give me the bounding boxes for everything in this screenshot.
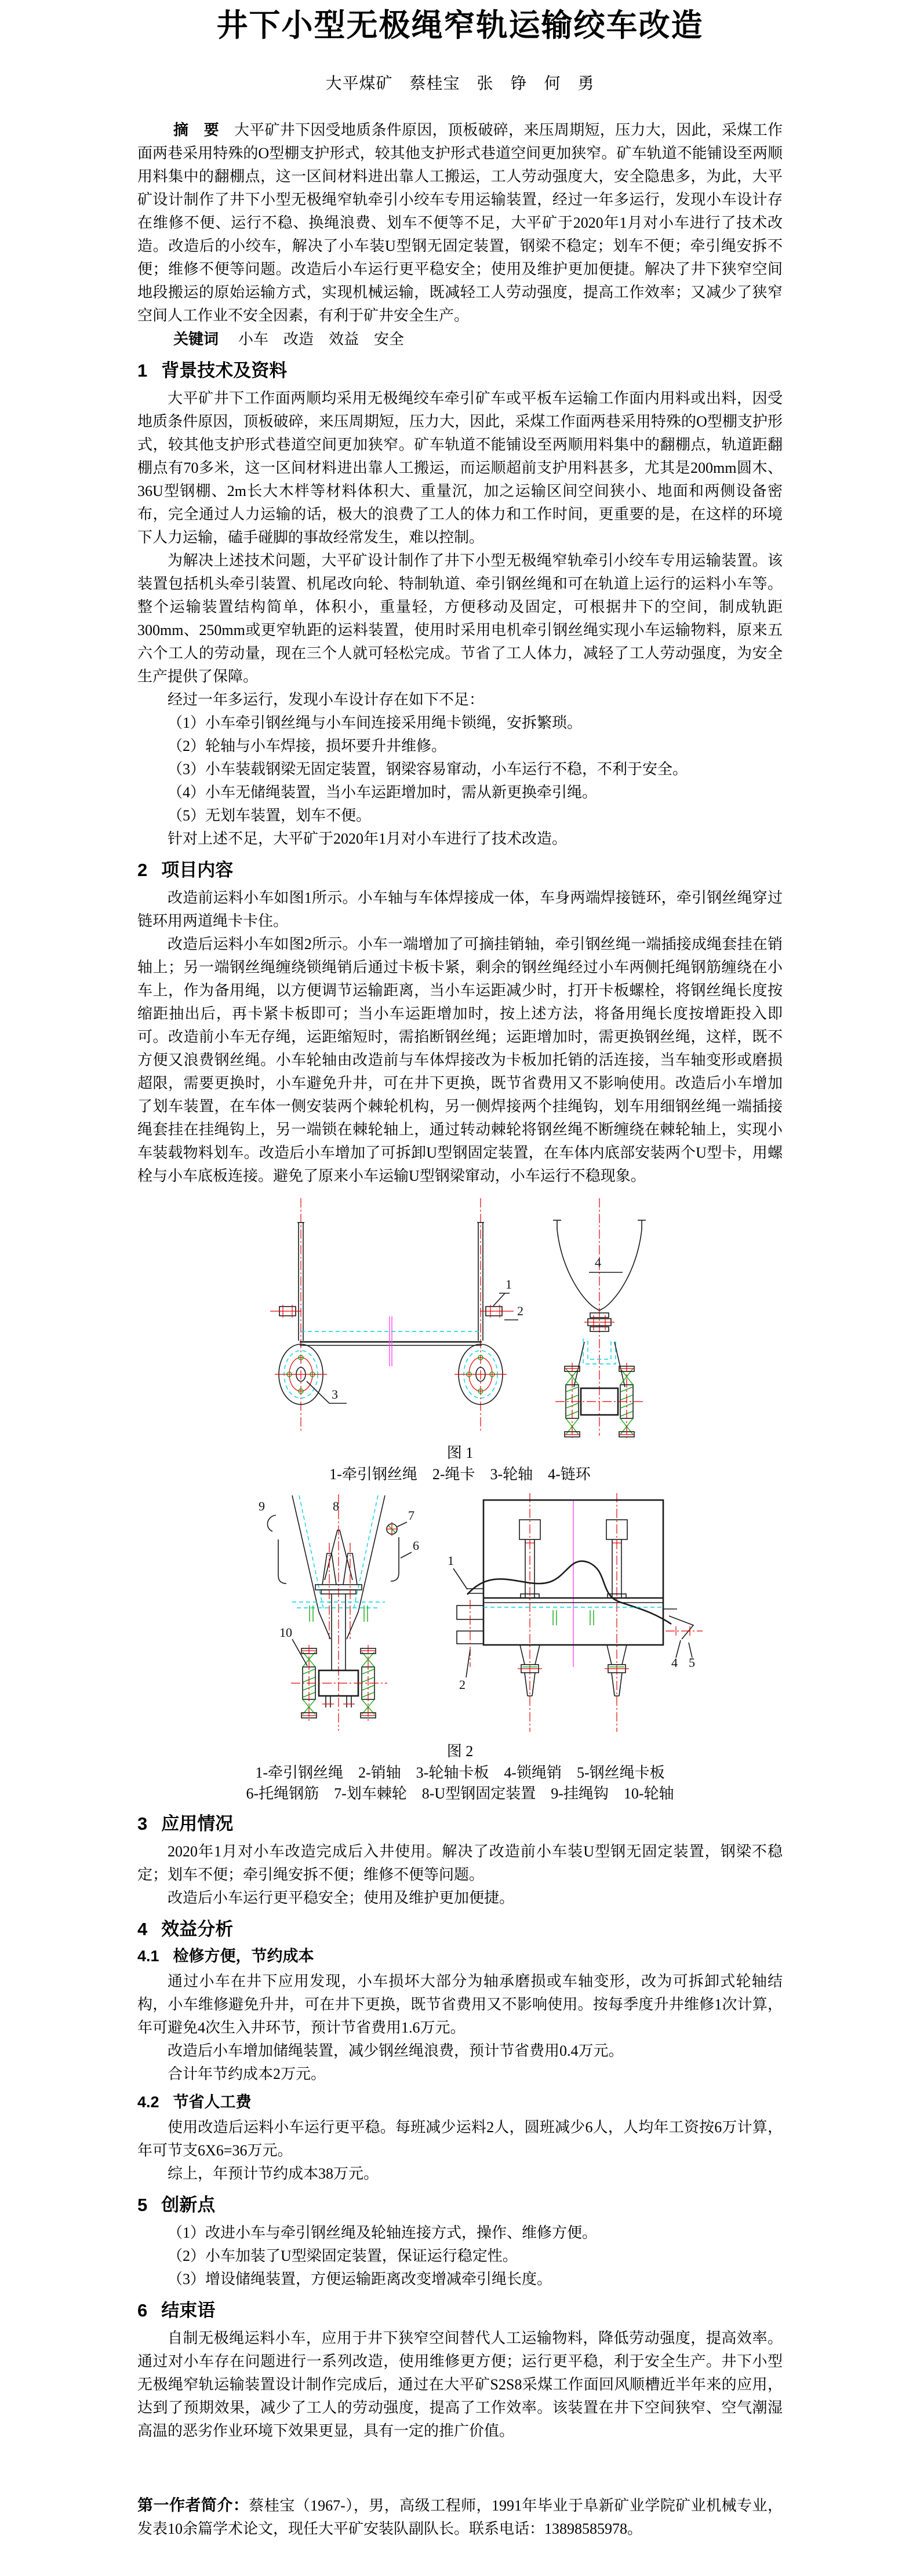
- section-1-list-item-1: （1）小车牵引钢丝绳与小车间连接采用绳卡锁绳，安拆繁琐。: [168, 714, 583, 731]
- fig2-lock-pin-fitting: [663, 1609, 703, 1639]
- section-4-1-paragraph-1: 通过小车在井下应用发现，小车损坏大部分为轴承磨损或车轴变形，改为可拆卸式轮轴结构，小车维修避免升井，可在井下更换，既节省费用又不影响使用。按每季度升井维修1次计算，年可避免4次生入井环节，预计节省费用1.6万元。: [137, 1973, 783, 2036]
- section-1-list-item-4: （4）小车无储绳装置，当小车运距增加时，需从新更换牵引绳。: [168, 784, 598, 801]
- section-6-title: 结束语: [161, 2300, 216, 2320]
- section-4-2-heading: [137, 2093, 783, 2111]
- fig1-wheel-right: [454, 1344, 507, 1404]
- fig1-callout-4: 4: [594, 1255, 601, 1269]
- section-5-list-item-3: （3）增设储绳装置，方便运输距离改变增减牵引绳长度。: [168, 2271, 552, 2287]
- section-6-paragraph-1: 自制无极绳运料小车，应用于井下狭窄空间替代人工运输物料，降低劳动强度，提高效率。通过对小车存在问题进行一系列改造，使用维修更方便；运行更平稳，利于安全生产。井下小型无极绳窄轨运输装置设计制作完成后，通过在大平矿S2S8采煤工作面回风顺槽近半年来的应用，达到了预期效果，减少了工人的劳动强度，提高了工作效率。该装置在井下空间狭窄、空气潮湿高温的恶劣作业环境下效果更显，具有一定的推广价值。: [137, 2330, 783, 2439]
- figure-2-legend-line-2: 6-托绳钢筋 7-划车棘轮 8-U型钢固定装置 9-挂绳钩 10-轮轴: [246, 1785, 674, 1802]
- section-1-paragraph-2: 为解决上述技术问题，大平矿设计制作了井下小型无极绳窄轨牵引小绞车专用运输装置。该装置包括机头牵引装置、机尾改向轮、特制轨道、牵引钢丝绳和可在轨道上运行的运料小车等。整个运输装置结构简单，体积小，重量轻，方便移动及固定，可根据井下的空间，制成轨距300mm、250mm或更窄轨距的运料装置，使用时采用电机牵引钢丝绳实现小车运输物料，原来五六个工人的劳动量，现在三个人就可轻松完成。节省了工人体力，减轻了工人劳动强度，为安全生产提供了保障。: [137, 552, 783, 685]
- section-3-number: 3: [137, 1814, 148, 1834]
- section-5-title: 创新点: [161, 2195, 216, 2215]
- section-4-1-title: 检修方便，节约成本: [173, 1947, 314, 1965]
- section-1-title: 背景技术及资料: [161, 360, 288, 381]
- section-4-1-number: 4.1: [137, 1947, 159, 1965]
- section-4-1-heading: [137, 1947, 783, 1965]
- figure-1: [137, 1196, 783, 1485]
- section-2-heading: [137, 860, 783, 881]
- author-bio-text: 蔡桂宝（1967-），男，高级工程师，1991年毕业于阜新矿业学院矿业机械专业，发表10余篇学术论文，现任大平矿安装队副队长。联系电话：13898585978。: [137, 2497, 783, 2537]
- fig2-callout-1: 1: [447, 1553, 454, 1568]
- section-1-heading: [137, 360, 783, 381]
- fig2-front-view: [448, 1493, 703, 1732]
- section-1-list-item-3: （3）小车装载钢梁无固定装置，钢梁容易窜动，小车运行不稳，不利于安全。: [168, 761, 688, 778]
- section-1-paragraph-4: 针对上述不足，大平矿于2020年1月对小车进行了技术改造。: [168, 830, 568, 847]
- fig2-wheel-assembly: [291, 1645, 387, 1723]
- section-6-number: 6: [137, 2300, 148, 2320]
- figure-1-legend: 1-牵引钢丝绳 2-绳卡 3-轮轴 4-链环: [329, 1466, 591, 1483]
- fig1-side-view: [553, 1198, 646, 1438]
- fig1-rope-clip-left: [270, 1305, 301, 1318]
- abstract-label: 摘 要: [173, 121, 219, 138]
- fig2-callout-8: 8: [332, 1499, 339, 1513]
- figure-2-caption: 图 2: [446, 1743, 474, 1760]
- abstract-paragraph: [137, 118, 783, 327]
- figure-1-caption: 图 1: [446, 1444, 474, 1461]
- fig1-front-view: [270, 1198, 523, 1432]
- section-4-heading: [137, 1919, 783, 1940]
- page-title: 井下小型无极绳窄轨运输绞车改造: [216, 8, 704, 43]
- fig2-callout-7: 7: [408, 1508, 414, 1523]
- section-2-title: 项目内容: [161, 860, 234, 880]
- authors-line: 大平煤矿 蔡桂宝 张 铮 何 勇: [325, 75, 595, 93]
- section-5-number: 5: [137, 2195, 148, 2215]
- section-5-list-item-1: （1）改进小车与牵引钢丝绳及轮轴连接方式，操作、维修方便。: [168, 2224, 598, 2241]
- section-1-paragraph-3: 经过一年多运行，发现小车设计存在如下不足：: [168, 691, 485, 708]
- section-4-1-paragraph-2: 改造后小车增加储绳装置，减少钢丝绳浪费，预计节省费用0.4万元。: [168, 2042, 624, 2059]
- fig2-traction-rope: [467, 1561, 671, 1624]
- figure-2-legend-line-1: 1-牵引钢丝绳 2-销轴 3-轮轴卡板 4-锁绳销 5-钢丝绳卡板: [255, 1764, 665, 1781]
- author-bio-label: 第一作者简介：: [137, 2497, 249, 2514]
- section-3-heading: [137, 1814, 783, 1834]
- fig2-callout-9: 9: [258, 1499, 265, 1513]
- fig2-rope-hook: [267, 1515, 276, 1531]
- keywords-line: [137, 327, 783, 351]
- section-5-heading: [137, 2195, 783, 2216]
- fig2-side-view: [259, 1494, 419, 1731]
- section-2-paragraph-2: 改造后运料小车如图2所示。小车一端增加了可摘挂销轴，牵引钢丝绳一端插接成绳套挂在销轴上；另一端钢丝绳缠绕锁绳销后通过卡板卡紧，剩余的钢丝绳经过小车两侧托绳钢筋缠绕在小车上，作为备用绳，以方便调节运输距离，当小车运距减少时，打开卡板螺栓，将钢丝绳长度按缩距抽出后，再卡紧卡板即可；当小车运距增加时，按上述方法，将备用绳长度按增距投入即可。改造前小车无存绳，运距缩短时，需掐断钢丝绳；运距增加时，需更换钢丝绳，这样，既不方便又浪费钢丝绳。小车轮轴由改造前与车体焊接改为卡板加托销的活连接，当车轴变形或磨损超限，需要更换时，小车避免升井，可在井下更换，既节省费用又不影响使用。改造后小车增加了划车装置，在车体一侧安装两个棘轮机构，另一侧焊接两个挂绳钩，划车用细钢丝绳一端插接绳套挂在挂绳钩上，另一端锁在棘轮轴上，通过转动棘轮将钢丝绳不断缠绕在棘轮轴上，实现小车装载物料划车。改造后小车增加了可拆卸U型钢固定装置，在车体内底部安装两个U型卡，用螺栓与小车底板连接。避免了原来小车运输U型钢梁窜动，小车运行不稳现象。: [137, 936, 783, 1184]
- fig2-callout-5: 5: [688, 1655, 695, 1670]
- figure-2: [137, 1493, 783, 1804]
- section-2-paragraph-1: 改造前运料小车如图1所示。小车轴与车体焊接成一体，车身两端焊接链环，牵引钢丝绳穿过链环用两道绳卡卡住。: [137, 889, 783, 929]
- section-3-paragraph-1: 2020年1月对小车改造完成后入井使用。解决了改造前小车装U型钢无固定装置，钢梁不稳定；划车不便；牵引绳安拆不便；维修不便等问题。: [137, 1843, 783, 1883]
- keywords-text: 小车 改造 效益 安全: [238, 331, 405, 348]
- fig1-wheel-left: [275, 1344, 327, 1404]
- section-3-paragraph-2: 改造后小车运行更平稳安全；使用及维护更加便捷。: [168, 1889, 515, 1906]
- fig1-rope-clip-right: [480, 1305, 514, 1318]
- fig1-callout-1: 1: [505, 1277, 512, 1291]
- abstract-text: 大平矿井下因受地质条件原因，顶板破碎，来压周期短，压力大，因此，采煤工作面两巷采用特殊的O型棚支护形式，较其他支护形式巷道空间更加狭窄。矿车轨道不能铺设至两顺用料集中的翻棚点，这一区间材料进出靠人工搬运，工人劳动强度大，安全隐患多，为此，大平矿设计制作了井下小型无极绳窄轨牵引小绞车专用运输装置，经过一年多运行，发现小车设计存在维修不便、运行不稳、换绳浪费、划车不便等不足，大平矿于2020年1月对小车进行了技术改造。改造后的小绞车，解决了小车装U型钢无固定装置，钢梁不稳定；划车不便；牵引绳安拆不便；维修不便等问题。改造后小车运行更平稳安全；使用及维护更加便捷。解决了井下狭窄空间地段搬运的原始运输方式，实现机械运输，既减轻工人劳动强度，提高工作效率；又减少了狭窄空间人工作业不安全因素，有利于矿井安全生产。: [137, 122, 783, 324]
- section-4-2-title: 节省人工费: [173, 2093, 252, 2111]
- fig2-callout-2: 2: [459, 1677, 466, 1692]
- section-3-title: 应用情况: [161, 1814, 234, 1834]
- section-1-paragraph-1: 大平矿井下工作面两顺均采用无极绳绞车牵引矿车或平板车运输工作面内用料或出料，因受地质条件原因，顶板破碎，来压周期短，压力大，因此，采煤工作面两巷采用特殊的O型棚支护形式，较其他支护形式巷道空间更加狭窄。矿车轨道不能铺设至两顺用料集中的翻棚点，轨道距翻棚点有70多米，这一区间材料进出靠人工搬运，而运顺超前支护用料甚多，尤其是200mm圆木、36U型钢棚、2m长大木柈等材料体积大、重量沉，加之运输区间空间狭小、地面和两侧设备密布，完全通过人力运输的话，极大的浪费了工人的体力和工作时间，更重要的是，在这样的环境下人力运输，磕手碰脚的事故经常发生，难以控制。: [137, 390, 783, 546]
- section-1-list-item-2: （2）轮轴与小车焊接，损坏要升井维修。: [168, 738, 447, 754]
- fig2-callout-6: 6: [412, 1538, 419, 1553]
- section-2-number: 2: [137, 860, 148, 880]
- section-4-number: 4: [137, 1919, 148, 1939]
- section-4-2-number: 4.2: [137, 2093, 159, 2111]
- figure-2-drawing: [205, 1493, 715, 1736]
- section-6-heading: [137, 2300, 783, 2321]
- section-4-2-paragraph-1: 使用改造后运料小车运行更平稳。每班减少运料2人，圆班减少6人，人均年工资按6万计算，年可节支6X6=36万元。: [137, 2119, 783, 2159]
- fig1-callout-3: 3: [331, 1387, 338, 1402]
- keywords-label: 关键词: [173, 330, 219, 348]
- fig2-ratchet: [386, 1522, 398, 1536]
- figure-1-drawing: [246, 1196, 675, 1438]
- fig2-callout-4: 4: [671, 1655, 678, 1670]
- section-4-1-paragraph-3: 合计年节约成本2万元。: [168, 2066, 326, 2082]
- fig2-callout-10: 10: [279, 1625, 292, 1640]
- section-4-2-paragraph-2: 综上，年预计节约成本38万元。: [168, 2165, 379, 2182]
- author-bio: [137, 2494, 783, 2541]
- section-1-list-item-5: （5）无划车装置，划车不便。: [168, 807, 372, 824]
- section-5-list-item-2: （2）小车加装了U型梁固定装置，保证运行稳定性。: [168, 2247, 518, 2264]
- fig1-callout-2: 2: [517, 1304, 523, 1318]
- section-1-number: 1: [137, 360, 148, 381]
- section-4-title: 效益分析: [161, 1919, 234, 1939]
